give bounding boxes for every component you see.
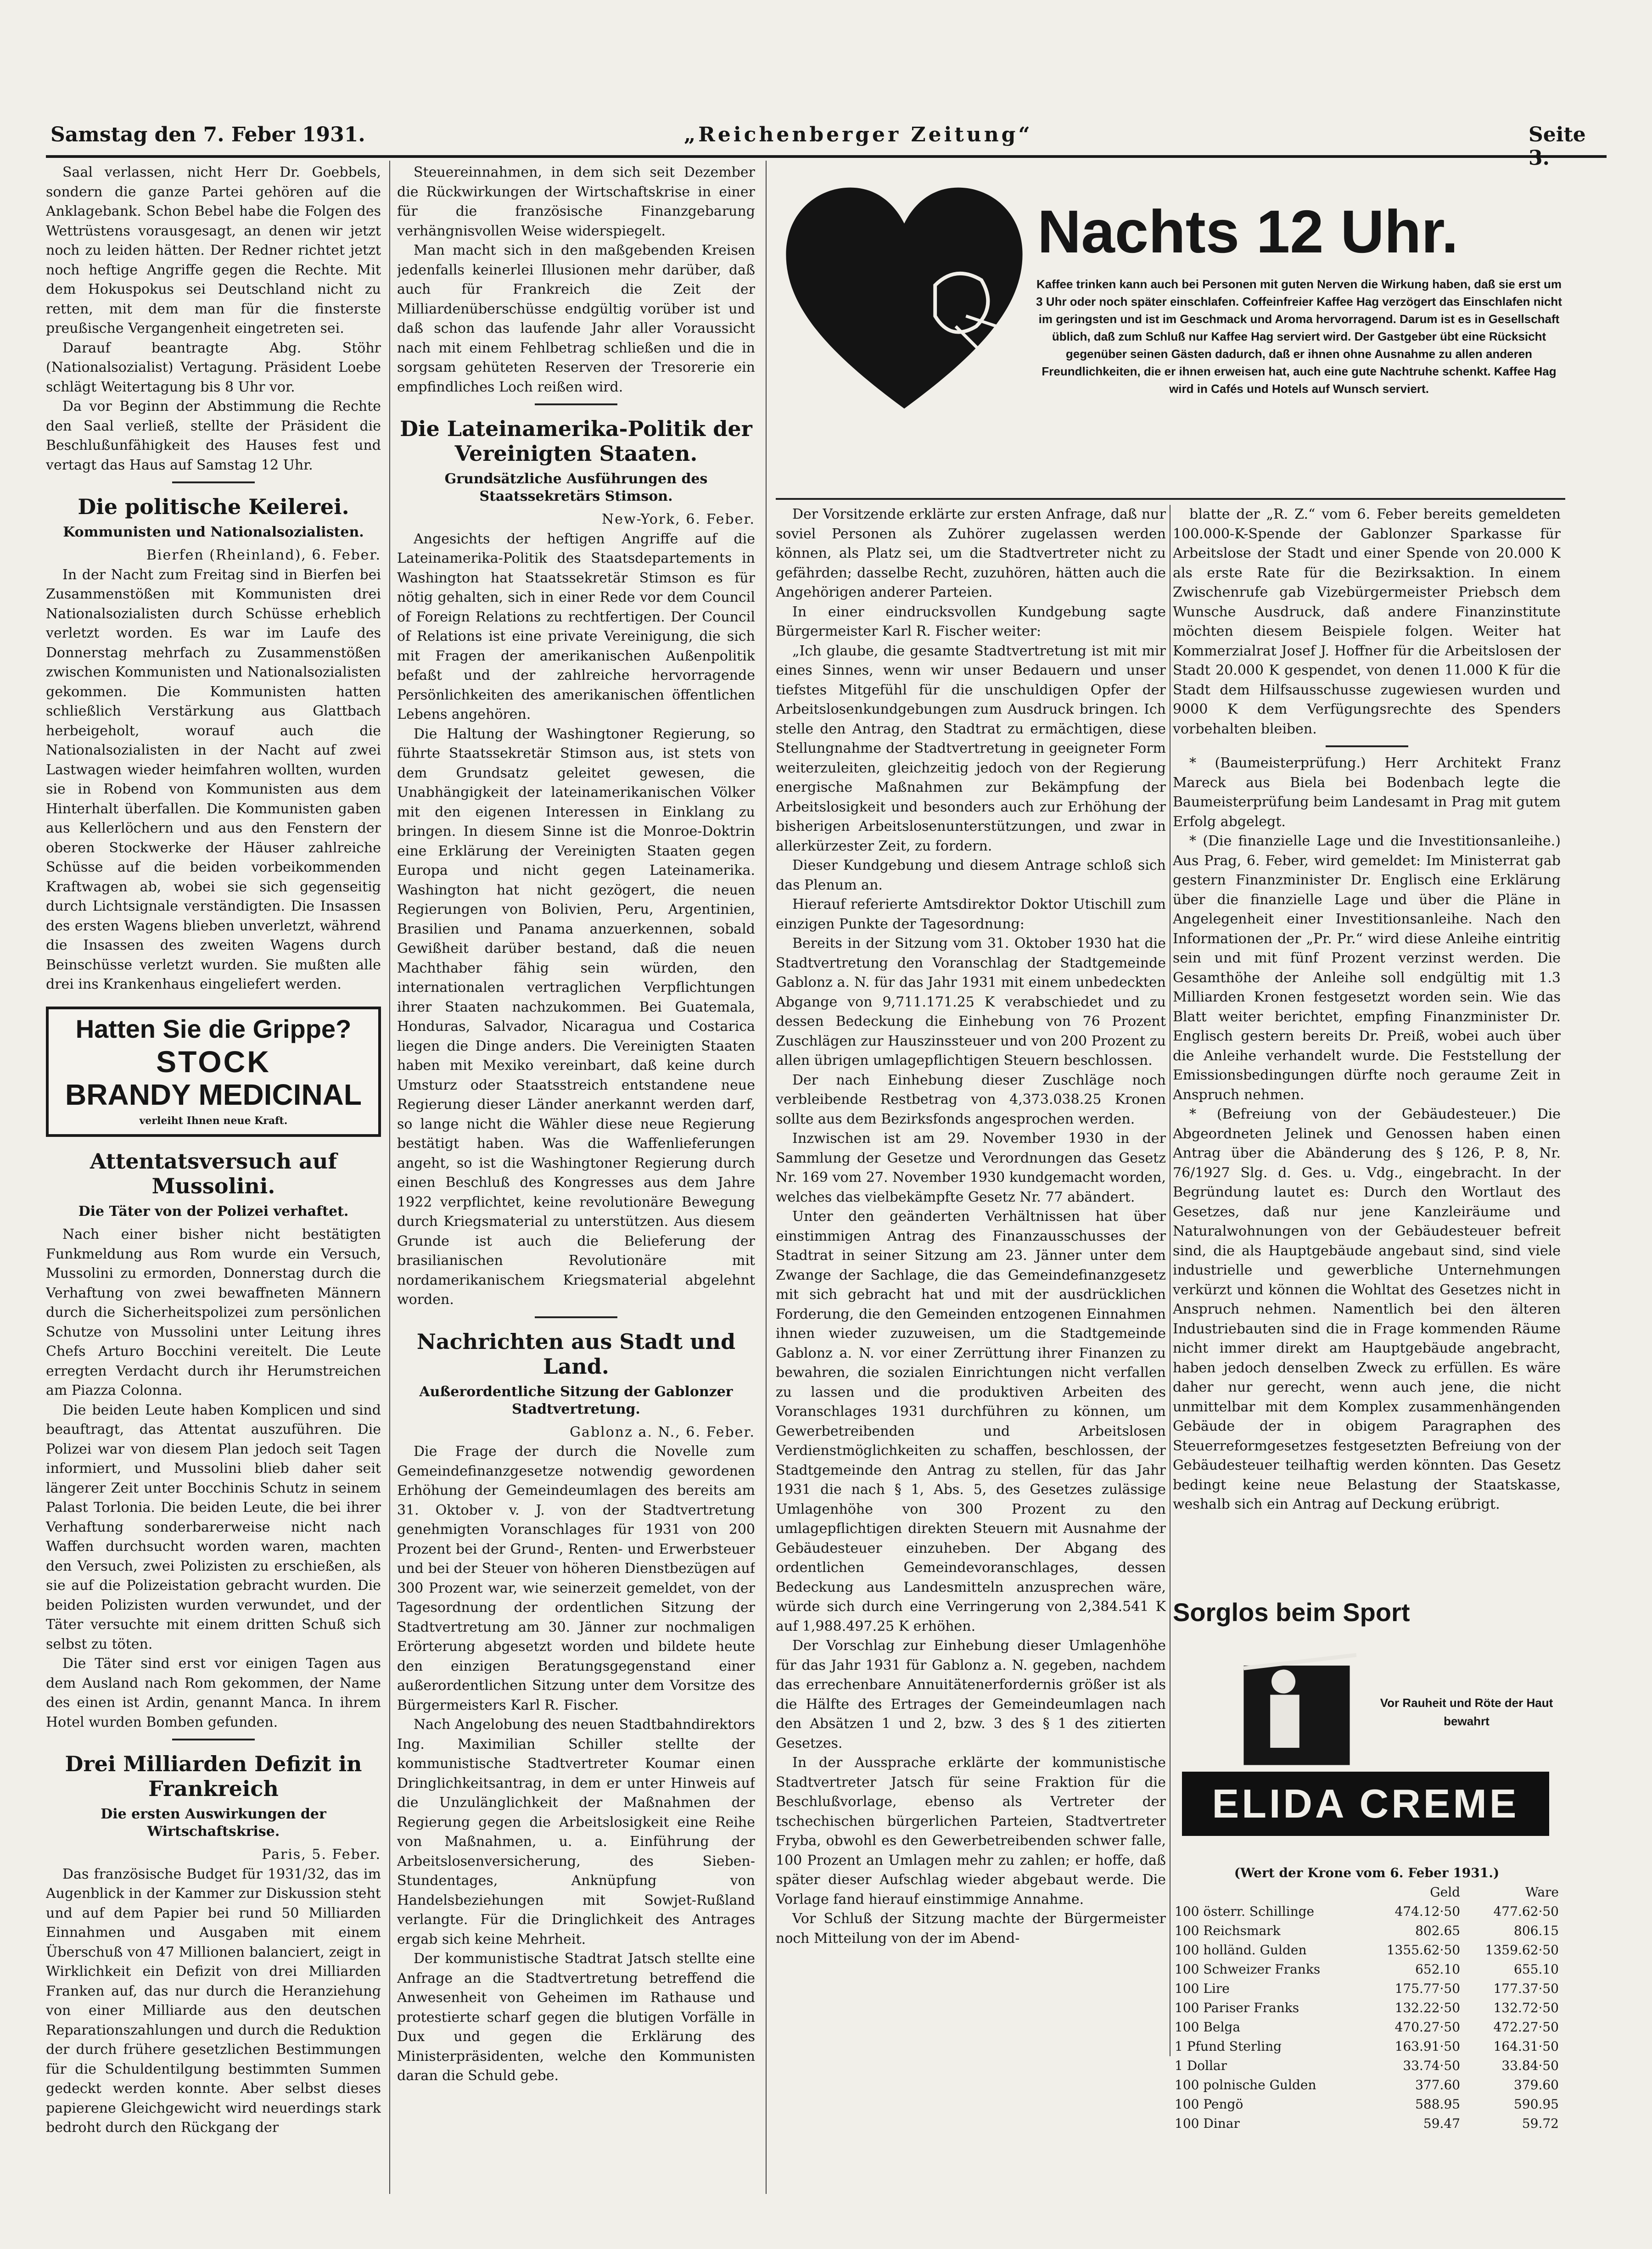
paragraph: Saal verlassen, nicht Herr Dr. Goebbels, sondern die ganze Partei gehören auf die Anklagebank. Schon Bebel habe die Folgen des Wettrüstens vorausgesagt, an denen wir jetzt noch zu leiden hätten. Der Redner richtet jetzt noch heftige Angriffe gegen die Rechte. Mit dem Hokuspokus sei Deutschland nicht zu retten, mit dem man für die finsterste preußische Vergangenheit eingetreten sei.	[46, 164, 381, 336]
currency: 100 Dinar	[1175, 2116, 1240, 2131]
table-row	[1173, 1979, 1561, 1998]
table-header-row	[1173, 1883, 1561, 1902]
article-subtitle: Kommunisten und Nationalsozialisten.	[63, 524, 364, 540]
table-row	[1173, 2076, 1561, 2095]
rates-caption: (Wert der Krone vom 6. Feber 1931.)	[1234, 1865, 1500, 1880]
separator	[535, 403, 617, 405]
separator	[535, 1316, 617, 1318]
rate-ware: 477.62·50	[1493, 1904, 1559, 1919]
rate-ware: 379.60	[1514, 2077, 1559, 2092]
separator	[172, 481, 255, 483]
paragraph: blatte der „R. Z.“ vom 6. Feber bereits gemeldeten 100.000-K-Spende der Gablonzer Sparkasse für Arbeitslose der Stadt und einer Spende von 20.000 K als erste Rate für die Bezirksaktion. In einem Zwischenrufe gab Vizebürgermeister Priebsch dem Wunsche Ausdruck, daß andere Finanzinstitute möchten diesem Beispiele folgen. Weiter hat Kommerzialrat Josef J. Hoffner für die Arbeitslosen der Stadt 20.000 K gespendet, von denen 11.000 K für die Stadt dem Hilfsausschusse zugewiesen wurden und 9000 K dem Verfügungsrechte des Spenders vorbehalten bleiben.	[1173, 506, 1561, 737]
column-1	[46, 163, 381, 2192]
rate-ware: 806.15	[1514, 1923, 1559, 1938]
column-rule	[766, 161, 767, 2194]
paragraph: Die Täter sind erst vor einigen Tagen aus dem Ausland nach Rom gekommen, der Name des einen ist Ardin, genannt Manca. In ihrem Hotel wurden Bomben gefunden.	[46, 1656, 381, 1730]
article-subtitle: Grundsätzliche Ausführungen des Staatssekretärs Stimson.	[444, 471, 708, 504]
rate-geld: 1355.62·50	[1386, 1942, 1461, 1958]
paragraph: Unter den geänderten Verhältnissen hat über einstimmigen Antrag des Finanzausschusses der Stadtrat in seiner Sitzung am 23. Jänner unter dem Zwange der Sachlage, die das Gemeindefinanzgesetz mit sich gebracht hat und mit der ausdrücklichen Forderung, die den Gemeinden entzogenen Einnahmen ihnen wieder zuzuweisen, um die Stadtgemeinde Gablonz a. N. vor einer Zerrüttung ihrer Finanzen zu bewahren, die sozialen Einrichtungen nicht verfallen zu lassen und die produktiven Arbeiten des Voranschlages 1931 durchführen zu können, um Gewerbetreibenden und Arbeitslosen Verdienstmöglichkeiten zu schaffen, beschlossen, der Stadtgemeinde den Antrag zu stellen, für das Jahr 1931 die nach § 1, Abs. 5, des Gesetzes zulässige Umlagenhöhe von 300 Prozent zu den umlagepflichtigen direkten Steuern mit Ausnahme der Gebäudesteuer einzuheben. Der Abgang des ordentlichen Gemeindevoranschlages, dessen Bedeckung aus Landesmitteln anzusprechen wäre, würde sich durch eine Verringerung von 2,384.541 K auf 1,988.497.25 K erhöhen.	[776, 1208, 1166, 1634]
rate-geld: 175.77·50	[1394, 1981, 1461, 1996]
paragraph: Vor Schluß der Sitzung machte der Bürgermeister noch Mitteilung von der im Abend-	[776, 1911, 1166, 1947]
rate-geld: 33.74·50	[1403, 2058, 1461, 2073]
paragraph: Da vor Beginn der Abstimmung die Rechte den Saal verließ, stellte der Präsident die Beschlußunfähigkeit des Hauses fest und vertagt das Haus auf Samstag 12 Uhr.	[46, 398, 381, 473]
table-row	[1173, 2114, 1561, 2133]
currency: 100 polnische Gulden	[1175, 2077, 1316, 2092]
column-header: Geld	[1430, 1885, 1461, 1900]
paragraph: Der nach Einhebung dieser Zuschläge noch verbleibende Restbetrag von 4,373.038.25 Kronen sollte aus dem Bezirksfonds angesprochen werden.	[776, 1072, 1166, 1127]
ad-brand: ELIDA CREME	[1182, 1772, 1549, 1836]
rate-geld: 163.91·50	[1394, 2039, 1461, 2054]
rate-geld: 59.47	[1423, 2116, 1461, 2131]
currency: 1 Pfund Sterling	[1175, 2039, 1282, 2054]
paragraph: Der kommunistische Stadtrat Jatsch stellte eine Anfrage an die Stadtvertretung betreffend die Anwesenheit von Geheimen im Rathause und protestierte scharf gegen die blutigen Vorfälle in Dux und gegen die Erklärung des Ministerpräsidenten, welche den Kommunisten daran die Schuld gebe.	[397, 1951, 755, 2084]
ad-text: Kaffee trinken kann auch bei Personen mit guten Nerven die Wirkung haben, daß sie erst um 3 Uhr oder noch später einschlafen. Coffeinfreier Kaffee Hag verzögert das Einschlafen nicht im geringsten und ist im Geschmack und Aroma hervorragend. Darum ist es in Gesellschaft üblich, daß zum Schluß nur Kaffee Hag serviert wird. Der Gastgeber übt eine Rücksicht gegenüber seinen Gästen dadurch, daß er ihnen ohne Ausnahme zu allen anderen Freundlichkeiten, die er ihnen erweisen hat, auch eine gute Nachtruhe schenkt. Kaffee Hag wird in Cafés und Hotels auf Wunsch serviert.	[1036, 277, 1562, 396]
currency: 100 Pengö	[1175, 2097, 1243, 2112]
rate-geld: 377.60	[1415, 2077, 1461, 2092]
paragraph: Die Frage der durch die Novelle zum Gemeindefinanzgesetze notwendig gewordenen Erhöhung der Gemeindeumlagen des bereits am 31. Oktober v. J. von der Stadtvertretung genehmigten Voranschlages für 1931 von 200 Prozent bei der Grund-, Renten- und Erwerbsteuer und bei der Steuer von höheren Dienstbezügen auf 300 Prozent war, wie seinerzeit gemeldet, von der Tagesordnung der ordentlichen Sitzung der Stadtvertretung am 30. Jänner zur nochmaligen Erörterung abgesetzt worden und bildete heute den einzigen Beratungsgegenstand einer außerordentlichen Sitzung unter dem Vorsitze des Bürgermeisters Karl R. Fischer.	[397, 1443, 755, 1713]
table-row	[1173, 2095, 1561, 2114]
news-note: * (Baumeisterprüfung.) Herr Architekt Franz Mareck aus Biela bei Bodenbach legte die Baumeisterprüfung beim Landesamt in Prag mit gutem Erfolg abgelegt.	[1173, 755, 1561, 830]
paragraph: Angesichts der heftigen Angriffe auf die Lateinamerika-Politik des Staatsdepartements in Washington hat Staatssekretär Stimson es für nötig gehalten, sich in einer Rede vor dem Council of Foreign Relations zu rechtfertigen. Der Council of Relations ist eine private Vereinigung, die sich mit Fragen der amerikanischen Außenpolitik befaßt und der zahlreiche hervorragende Persönlichkeiten des amerikanischen öffentlichen Lebens angehören.	[397, 531, 755, 722]
paragraph: Nach einer bisher nicht bestätigten Funkmeldung aus Rom wurde ein Versuch, Mussolini zu ermorden, Donnerstag durch die Verhaftung von zwei bewaffneten Männern durch die Sicherheitspolizei zum persönlichen Schutze von Mussolini unter Leitung ihres Chefs Arturo Bocchini vereitelt. Die Leute erregten Verdacht durch ihr Herumstreichen am Piazza Colonna.	[46, 1226, 381, 1399]
paragraph: Steuereinnahmen, in dem sich seit Dezember die Rückwirkungen der Wirtschaftskrise in einer für die französische Finanzgebarung verhängnisvollen Weise widerspiegelt.	[397, 164, 755, 239]
dateline: New-York, 6. Feber.	[601, 511, 755, 527]
currency: 100 holländ. Gulden	[1175, 1942, 1307, 1958]
ad-headline: Nachts 12 Uhr.	[1037, 198, 1459, 265]
separator	[776, 498, 1565, 500]
page-number: Seite 3.	[1529, 123, 1586, 170]
column-2	[397, 163, 755, 2192]
article-subtitle: Außerordentliche Sitzung der Gablonzer Stadtvertretung.	[419, 1383, 733, 1417]
rate-ware: 33.84·50	[1501, 2058, 1559, 2073]
column-3	[776, 505, 1166, 2192]
rate-ware: 132.72·50	[1493, 2000, 1559, 2015]
rate-geld: 474.12·50	[1394, 1904, 1461, 1919]
paragraph: Die beiden Leute haben Komplicen und sind beauftragt, das Attentat auszuführen. Die Polizei war von diesem Plan jedoch seit Tagen informiert, und Mussolini blieb daher seit längerer Zeit unter Bocchinis Schutz in seinem Palast Torlonia. Die beiden Leute, die bei ihrer Verhaftung sonderbarerweise nicht nach Waffen durchsucht worden waren, machten den Versuch, zwei Polizisten zu erschießen, als sie auf die Polizeistation gebracht wurden. Die beiden Polizisten wurden verwundet, und der Täter versuchte mit einem dritten Schuß sich selbst zu töten.	[46, 1402, 381, 1652]
skier-illustration	[1228, 1652, 1366, 1772]
paragraph: Der Vorsitzende erklärte zur ersten Anfrage, daß nur soviel Personen als Zuhörer zugelassen werden können, als Platz sei, um die Stadtvertreter nicht zu gefährden; dasselbe Recht, zuzuhören, hätten auch die Angehörigen anderer Parteien.	[776, 506, 1166, 600]
header-date: Samstag den 7. Feber 1931.	[50, 123, 365, 146]
paragraph: Bereits in der Sitzung vom 31. Oktober 1930 hat die Stadtvertretung den Voranschlag der Stadtgemeinde Gablonz a. N. für das Jahr 1931 mit einem unbedeckten Abgange von 9,711.171.25 K verabschiedet und zu dessen Bedeckung die Einhebung von 76 Prozent Zuschlägen zur Hauszinssteuer und von 200 Prozent zu allen übrigen umlagepflichtigen Steuern beschlossen.	[776, 935, 1166, 1069]
paragraph: Das französische Budget für 1931/32, das im Augenblick in der Kammer zur Diskussion steht und auf dem Papier bei rund 50 Milliarden Einnahmen und Ausgaben mit einem Überschuß von 47 Millionen balanciert, zeigt in Wirklichkeit ein Defizit von drei Milliarden Franken auf, das nur durch die Heranziehung von einer Milliarde aus den deutschen Reparationszahlungen und durch die Reduktion der durch frühere gesetzlichen Bestimmungen für die Schuldentilgung bestimmten Summen gedeckt werden konnte. Aber selbst dieses papierene Gleichgewicht wird neuerdings stark bedroht durch den Rückgang der	[46, 1866, 381, 2136]
column-rule	[389, 161, 390, 2194]
paragraph: Hierauf referierte Amtsdirektor Doktor Utischill zum einzigen Punkte der Tagesordnung:	[776, 896, 1166, 932]
table-row	[1173, 1960, 1561, 1979]
column-header: Ware	[1525, 1885, 1559, 1900]
paragraph: In der Aussprache erklärte der kommunistische Stadtvertreter Jatsch für seine Fraktion für die Beschlußvorlage, ebenso als Vertreter der tschechischen bürgerlichen Parteien, Stadtvertreter Fryba, obwohl es den Gewerbetreibenden schwer falle, 100 Prozent an Umlagen mehr zu zahlen; er hoffe, daß später dieser Aufschlag wieder abgebaut werde. Die Vorlage fand hierauf einstimmige Annahme.	[776, 1755, 1166, 1908]
exchange-rates	[1173, 1863, 1561, 2133]
separator	[1326, 745, 1408, 747]
article-title: Nachrichten aus Stadt und Land.	[416, 1329, 736, 1379]
table-row	[1173, 1941, 1561, 1960]
table-row	[1173, 1902, 1561, 1921]
dateline: Paris, 5. Feber.	[262, 1846, 381, 1863]
paragraph: Die Haltung der Washingtoner Regierung, so führte Staatssekretär Stimson aus, ist stets von dem Grundsatz geleitet gewesen, die Unabhängigkeit der lateinamerikanischen Völker mit den eigenen Interessen in Einklang zu bringen. In diesem Sinne ist die Monroe-Doktrin eine Erklärung der Vereinigten Staaten gegen Europa und nicht gegen Lateinamerika. Washington hat nicht gezögert, die neuen Regierungen von Bolivien, Peru, Argentinien, Brasilien und Panama anzuerkennen, sobald Gewißheit darüber bestand, daß die neuen Machthaber fähig sein würden, den internationalen vertraglichen Verpflichtungen ihrer Staaten nachzukommen. Bei Guatemala, Honduras, Salvador, Nicaragua und Costarica liegen die Dinge anders. Die Vereinigten Staaten haben mit Mexiko vereinbart, daß keine durch Umsturz oder Staatsstreich entstandene neue Regierung dieser Länder anerkannt werden darf, so lange nicht die Wähler diese neue Regierung bestätigt haben. Was die Waffenlieferungen angeht, so ist die Washingtoner Regierung durch einen Beschluß des Kongresses aus dem Jahre 1922 verpflichtet, keine revolutionäre Bewegung durch Kriegsmaterial zu unterstützen. Aus diesem Grunde ist auch die Belieferung der brasilianischen Revolutionäre mit nordamerikanischem Kriegsmaterial abgelehnt worden.	[397, 726, 755, 1308]
news-note: * (Die finanzielle Lage und die Investitionsanleihe.) Aus Prag, 6. Feber, wird gemeldet: Im Ministerrat gab gestern Finanzminister Dr. Englisch eine Erklärung über die finanzielle Lage und über die Pläne in Angelegenheit einer Investitionsanleihe. Nach den Informationen der „Pr. Pr.“ wird diese Anleihe eintritig sein und mit fünf Prozent verzinst werden. Die Gesamthöhe der Anleihe soll endgültig mit 1.3 Milliarden Kronen festgesetzt worden sein. Wie das Blatt weiter berichtet, empfing Finanzminister Dr. Englisch gestern bereits Dr. Preiß, wobei auch über die Anleihe verhandelt wurde. Die Feststellung der Emissionsbedingungen dürfte noch geraume Zeit in Anspruch nehmen.	[1173, 833, 1561, 1103]
rate-ware: 655.10	[1514, 1962, 1559, 1977]
ad-headline: Sorglos beim Sport	[1173, 1598, 1410, 1627]
news-note: * (Befreiung von der Gebäudesteuer.) Die Abgeordneten Jelinek und Genossen haben einen Antrag über die Abänderung des § 126, P. 8, Nr. 76/1927 Slg. d. Ges. u. Vdg., eingebracht. In der Begründung lautet es: Durch den Wortlaut des Gesetzes, daß nur jene Kanzleiräume und Naturalwohnungen von der Gebäudesteuer befreit sind, die als Hauptgebäude angebaut sind, sind viele industrielle und gewerbliche Unternehmungen verkürzt und können die Wohltat des Gesetzes nicht in Anspruch nehmen. Namentlich bei den älteren Industriebauten sind die in Frage kommenden Räume nicht immer direkt am Hauptgebäude angebracht, haben jedoch denselben Zweck zu erfüllen. Es wäre daher nur gerecht, wenn auch jene, die nicht unmittelbar mit dem Komplex zusammenhängenden Gebäude der in obigem Paragraphen des Steuerreformgesetzes festgesetzten Befreiung von der Gebäudesteuer teilhaftig werden könnten. Das Gesetz bedingt keine neue Belastung der Staatskasse, weshalb sich ein Antrag auf Deckung erübrigt.	[1173, 1106, 1561, 1512]
rate-geld: 802.65	[1415, 1923, 1461, 1938]
paragraph: Darauf beantragte Abg. Stöhr (Nationalsozialist) Vertagung. Präsident Loebe schlägt Weitertagung bis 8 Uhr vor.	[46, 340, 381, 395]
rate-geld: 652.10	[1415, 1962, 1461, 1977]
paragraph: Der Vorschlag zur Einhebung dieser Umlagenhöhe für das Jahr 1931 für Gablonz a. N. gegeben, nachdem das errechenbare Annuitätenerfordernis größer ist als die Hälfte des Ertrages der Gemeindeumlagen nach den Absätzen 1 und 2, bzw. 3 des § 1 des zitierten Gesetzes.	[776, 1638, 1166, 1751]
paragraph: Nach Angelobung des neuen Stadtbahndirektors Ing. Maximilian Schiller stellte der kommunistische Stadtvertreter Koumar einen Dringlichkeitsantrag, in dem er unter Hinweis auf die Unzulänglichkeit der Maßnahmen der Regierung gegen die Arbeitslosigkeit eine Reihe von Maßnahmen, u. a. Einführung der Arbeitslosenversicherung, des Sieben-Stundentages, Anknüpfung von Handelsbeziehungen mit Sowjet-Rußland verlangte. Für die Dringlichkeit des Antrages ergab sich keine Mehrheit.	[397, 1717, 755, 1947]
ad-line: STOCK	[156, 1044, 271, 1079]
rate-ware: 177.37·50	[1493, 1981, 1559, 1996]
table-row	[1173, 2018, 1561, 2037]
currency: 100 Reichsmark	[1175, 1923, 1281, 1938]
dateline: Bierfen (Rheinland), 6. Feber.	[146, 547, 381, 563]
currency: 100 Belga	[1175, 2020, 1241, 2035]
article-subtitle: Die ersten Auswirkungen der Wirtschaftskrise.	[101, 1806, 326, 1840]
table-row	[1173, 1921, 1561, 1941]
rate-ware: 164.31·50	[1493, 2039, 1559, 2054]
rate-ware: 590.95	[1514, 2097, 1559, 2112]
article-subtitle: Die Täter von der Polizei verhaftet.	[78, 1203, 349, 1220]
currency: 100 Lire	[1175, 1981, 1230, 1996]
rates-table	[1173, 1883, 1561, 2133]
paragraph: „Ich glaube, die gesamte Stadtvertretung ist mit mir eines Sinnes, wenn wir unser Bedauern und unser tiefstes Mitgefühl für die unschuldigen Opfer der Arbeitslosenkundgebungen zum Ausdruck bringen. Ich stelle den Antrag, den Stadtrat zu ermächtigen, diese Stellungnahme der Stadtvertretung in geeigneter Form weiterzuleiten, gleichzeitig jedoch von der Regierung energische Maßnahmen zur Bekämpfung der Arbeitslosigkeit und besonders auch zur Erhöhung der bisherigen Arbeitslosenunterstützungen, und zwar in allerkürzester Zeit, zu fordern.	[776, 643, 1166, 854]
brandy-advertisement	[46, 1007, 381, 1137]
page-header	[46, 123, 1607, 170]
rate-ware: 1359.62·50	[1485, 1942, 1559, 1958]
paragraph: In der Nacht zum Freitag sind in Bierfen bei Zusammenstößen mit Kommunisten drei Nationalsozialisten durch Schüsse erheblich verletzt worden. Es war im Laufe des Donnerstag mehrfach zu Zusammenstößen zwischen Kommunisten und Nationalsozialisten gekommen. Die Kommunisten hatten schließlich Verstärkung aus Glattbach herbeigeholt, worauf auch die Nationalsozialisten in der Nacht auf zwei Lastwagen wieder heimfahren wollten, wurden sie in Robend von Kommunisten aus dem Hinterhalt überfallen. Die Kommunisten gaben aus Kellerlöchern und aus den Fenstern der oberen Stockwerke der Häuser zahlreiche Schüsse auf die beiden vorbeikommenden Kraftwagen ab, wobei sie sich gegenseitig durch Lichtsignale verständigten. Die Insassen des ersten Wagens blieben unverletzt, während die Insassen des zweiten Wagens durch Beinschüsse verletzt wurden. Sie mußten alle drei ins Krankenhaus eingeliefert werden.	[46, 566, 381, 992]
ad-tagline: Vor Rauheit und Röte der Haut bewahrt	[1380, 1696, 1553, 1728]
ad-line: Hatten Sie die Grippe?	[75, 1014, 352, 1043]
article-title: Attentatsversuch auf Mussolini.	[90, 1149, 337, 1198]
currency: 100 Pariser Franks	[1175, 2000, 1299, 2015]
article-title: Die Lateinamerika-Politik der Vereinigten Staaten.	[400, 416, 752, 466]
ad-line: verleiht Ihnen neue Kraft.	[139, 1114, 288, 1127]
currency: 1 Dollar	[1175, 2058, 1227, 2073]
article-title: Die politische Keilerei.	[78, 494, 349, 519]
rate-geld: 132.22·50	[1394, 2000, 1461, 2015]
masthead: „Reichenberger Zeitung“	[684, 123, 1033, 146]
paragraph: Dieser Kundgebung und diesem Antrage schloß sich das Plenum an.	[776, 857, 1166, 893]
currency: 100 österr. Schillinge	[1175, 1904, 1315, 1919]
rate-ware: 59.72	[1522, 2116, 1559, 2131]
paragraph: Man macht sich in den maßgebenden Kreisen jedenfalls keinerlei Illusionen mehr darüber, daß auch für Frankreich die Zeit der Milliardenüberschüsse endgültig vorüber ist und daß schon das laufende Jahr aller Voraussicht nach mit einem Fehlbetrag schließen und die in sorgsam gehüteten Reserven der Tresorerie ein empfindliches Loch reißen wird.	[397, 242, 755, 395]
heart-icon	[776, 172, 1033, 429]
dateline: Gablonz a. N., 6. Feber.	[570, 1424, 755, 1440]
currency: 100 Schweizer Franks	[1175, 1962, 1321, 1977]
table-row	[1173, 2037, 1561, 2056]
ad-line: BRANDY MEDICINAL	[65, 1078, 362, 1111]
paragraph: In einer eindrucksvollen Kundgebung sagte Bürgermeister Karl R. Fischer weiter:	[776, 604, 1166, 639]
kaffee-hag-advertisement	[776, 172, 1565, 493]
rate-ware: 472.27·50	[1493, 2020, 1559, 2035]
table-row	[1173, 2056, 1561, 2076]
rate-geld: 588.95	[1415, 2097, 1461, 2112]
separator	[172, 1739, 255, 1740]
article-title: Drei Milliarden Defizit in Frankreich	[65, 1751, 362, 1801]
table-row	[1173, 1998, 1561, 2018]
rate-geld: 470.27·50	[1394, 2020, 1461, 2035]
paragraph: Inzwischen ist am 29. November 1930 in der Sammlung der Gesetze und Verordnungen das Gesetz Nr. 169 vom 27. November 1930 kundgemacht worden, welches das vielbekämpfte Gesetz Nr. 77 abändert.	[776, 1130, 1166, 1205]
